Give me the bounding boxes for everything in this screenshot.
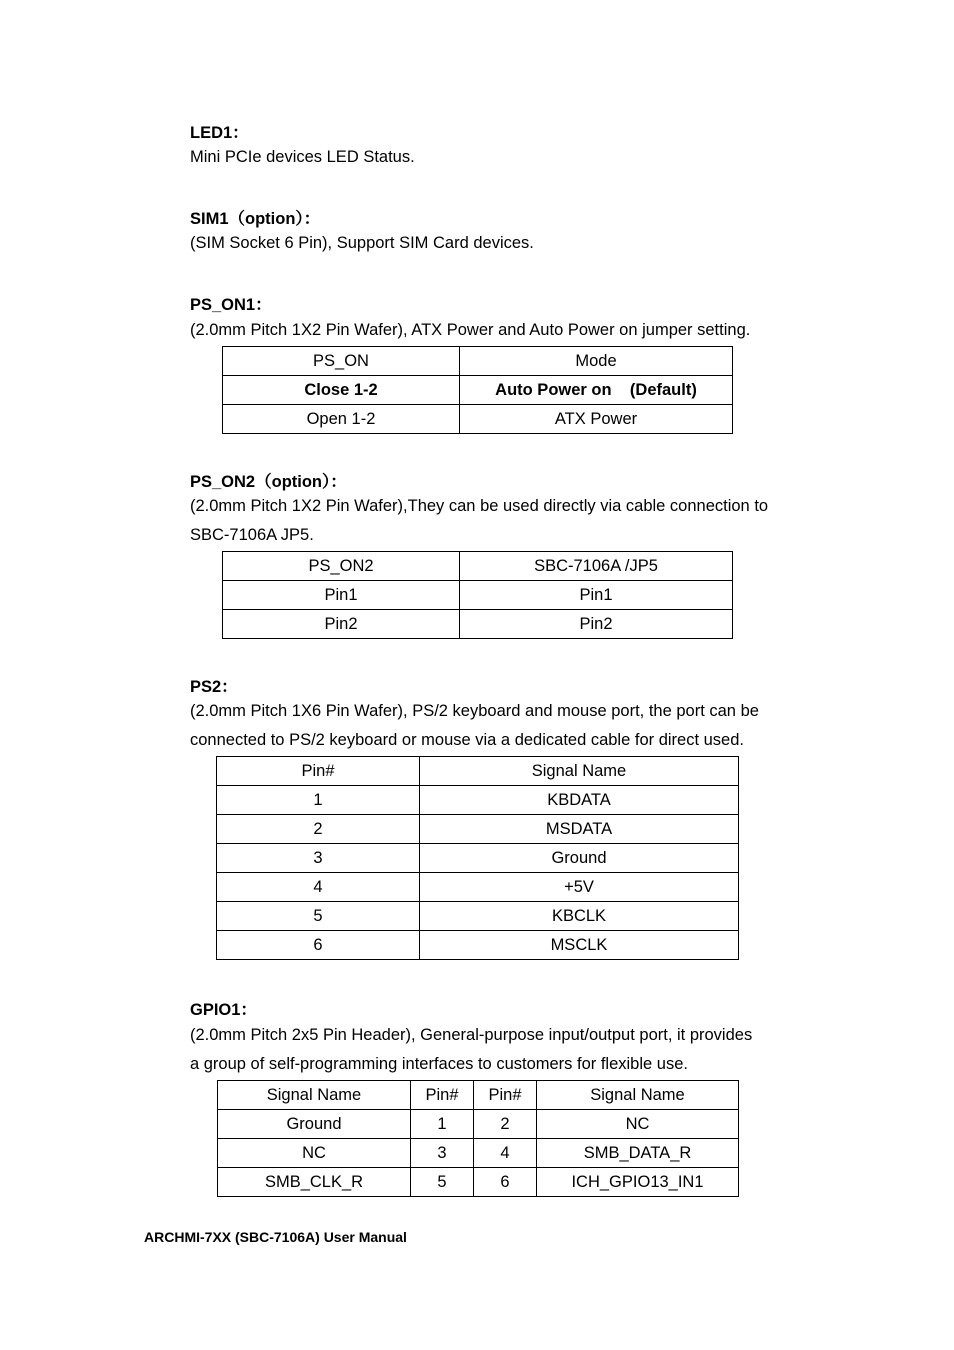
table-cell: Pin2	[223, 610, 460, 639]
ps-on2-description-line1: (2.0mm Pitch 1X2 Pin Wafer),They can be used directly via cable connection to	[190, 497, 769, 515]
gpio1-description-line1: (2.0mm Pitch 2x5 Pin Header), General-purpose input/output port, it provides	[190, 1026, 753, 1044]
table-cell: Ground	[218, 1110, 411, 1139]
table-row	[217, 786, 739, 815]
page-footer: ARCHMI-7XX (SBC-7106A) User Manual	[144, 1229, 407, 1245]
table-cell: +5V	[420, 873, 739, 902]
table-row	[223, 610, 733, 639]
header-cell: Pin#	[474, 1081, 537, 1110]
header-cell: Signal Name	[420, 757, 739, 786]
led1-description: Mini PCIe devices LED Status.	[190, 148, 415, 166]
table-row	[217, 873, 739, 902]
ps-on2-table	[222, 551, 733, 639]
table-cell: Pin2	[460, 610, 733, 639]
table-row	[217, 815, 739, 844]
header-cell: PS_ON2	[223, 552, 460, 581]
ps2-description-line2: connected to PS/2 keyboard or mouse via a dedicated cable for direct used.	[190, 731, 744, 749]
table-cell: 3	[411, 1139, 474, 1168]
table-cell: Open 1-2	[223, 405, 460, 434]
table-cell: SMB_DATA_R	[537, 1139, 739, 1168]
header-cell: Pin#	[217, 757, 420, 786]
ps-on2-heading: PS_ON2（option）：	[190, 473, 347, 491]
gpio1-table	[217, 1080, 739, 1197]
table-cell: 5	[217, 902, 420, 931]
table-row	[223, 581, 733, 610]
led1-heading: LED1：	[190, 124, 249, 142]
header-cell: PS_ON	[223, 347, 460, 376]
table-cell: 6	[217, 931, 420, 960]
table-cell: 2	[217, 815, 420, 844]
table-cell: Ground	[420, 844, 739, 873]
table-header-row	[218, 1081, 739, 1110]
gpio1-description-line2: a group of self-programming interfaces to customers for flexible use.	[190, 1055, 688, 1073]
table-cell: KBCLK	[420, 902, 739, 931]
table-row	[223, 376, 733, 405]
table-cell: 1	[411, 1110, 474, 1139]
table-cell: 3	[217, 844, 420, 873]
table-row	[217, 844, 739, 873]
sim1-description: (SIM Socket 6 Pin), Support SIM Card devices.	[190, 234, 534, 252]
header-cell: Signal Name	[218, 1081, 411, 1110]
ps2-heading: PS2：	[190, 678, 238, 696]
table-cell: 4	[217, 873, 420, 902]
table-cell: Close 1-2	[223, 376, 460, 405]
table-cell: SMB_CLK_R	[218, 1168, 411, 1197]
sim1-heading: SIM1（option）：	[190, 210, 321, 228]
gpio1-heading: GPIO1：	[190, 1001, 257, 1019]
ps-on1-heading: PS_ON1：	[190, 296, 272, 314]
table-cell: KBDATA	[420, 786, 739, 815]
table-cell: Auto Power on (Default)	[460, 376, 733, 405]
ps-on1-description: (2.0mm Pitch 1X2 Pin Wafer), ATX Power and Auto Power on jumper setting.	[190, 321, 751, 339]
ps2-table	[216, 756, 739, 960]
table-row	[218, 1110, 739, 1139]
table-cell: ICH_GPIO13_IN1	[537, 1168, 739, 1197]
table-cell: Pin1	[223, 581, 460, 610]
header-cell: Signal Name	[537, 1081, 739, 1110]
header-cell: Pin#	[411, 1081, 474, 1110]
header-cell: Mode	[460, 347, 733, 376]
table-cell: NC	[537, 1110, 739, 1139]
table-row	[218, 1168, 739, 1197]
table-header-row	[217, 757, 739, 786]
ps-on2-description-line2: SBC-7106A JP5.	[190, 526, 314, 544]
table-cell: MSDATA	[420, 815, 739, 844]
table-row	[223, 405, 733, 434]
header-cell: SBC-7106A /JP5	[460, 552, 733, 581]
ps-on1-table	[222, 346, 733, 434]
table-cell: 5	[411, 1168, 474, 1197]
table-cell: 1	[217, 786, 420, 815]
table-cell: NC	[218, 1139, 411, 1168]
table-cell: MSCLK	[420, 931, 739, 960]
table-cell: 6	[474, 1168, 537, 1197]
table-cell: Pin1	[460, 581, 733, 610]
table-row	[217, 902, 739, 931]
table-row	[218, 1139, 739, 1168]
table-header-row	[223, 552, 733, 581]
table-row	[217, 931, 739, 960]
table-cell: 4	[474, 1139, 537, 1168]
table-header-row	[223, 347, 733, 376]
table-cell: 2	[474, 1110, 537, 1139]
table-cell: ATX Power	[460, 405, 733, 434]
ps2-description-line1: (2.0mm Pitch 1X6 Pin Wafer), PS/2 keyboard and mouse port, the port can be	[190, 702, 759, 720]
